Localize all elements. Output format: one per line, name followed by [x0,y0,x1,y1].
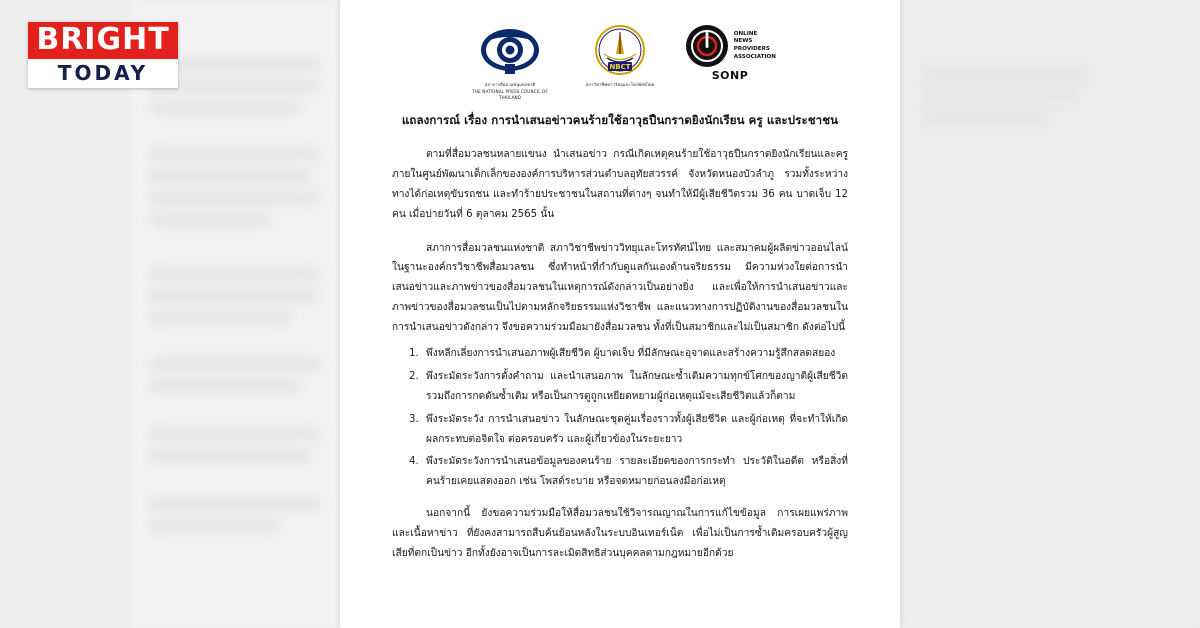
sonp-caption-en: SONP [711,69,749,82]
press-council-logo [464,24,556,100]
brand-logo-bottom: TODAY [28,59,178,88]
brand-logo [28,22,178,88]
list-item: 4. พึงระมัดระวังการนำเสนอข้อมูลของคนร้าย รายละเอียดของการกระทำ ประวัติในอดีต หรือสิ่งที่คนร้ายเคยแสดงออก เช่น โพสต์ระบาย หรือจดหมายก่อนลงมือก่อเหตุ [422,452,848,492]
sonp-emblem-icon [685,24,729,68]
brand-logo-top: BRIGHT [28,22,178,59]
nbct-caption-th: สภาวิชาชีพข่าววิทยุและโทรทัศน์ไทย [585,82,655,87]
press-council-caption-en: THE NATIONAL PRESS COUNCIL OF THAILAND [472,89,548,100]
sonp-logo [684,24,776,83]
svg-text:NBCT: NBCT [609,63,631,71]
list-item: 2. พึงระมัดระวังการตั้งคำถาม และนำเสนอภาพ ในลักษณะซ้ำเติมความทุกข์โศกของญาติผู้เสียชีวิต รวมถึงการกดดันซ้ำเติม หรือเป็นการดูถูกเหยียดหยามผู้ก่อเหตุแม้จะเสียชีวิตแล้วก็ตาม [422,367,848,407]
paragraph-2: สภาการสื่อมวลชนแห่งชาติ สภาวิชาชีพข่าววิทยุและโทรทัศน์ไทย และสมาคมผู้ผลิตข่าวออนไลน์ ในฐานะองค์กรวิชาชีพสื่อมวลชน ซึ่งทำหน้าที่กำกับดูแลกันเองด้านจริยธรรม มีความห่วงใยต่อการนำเสนอข่าวและภาพข่าวของสื่อมวลชนในเหตุการณ์ดังกล่าวเป็นอย่างยิ่ง และเพื่อให้การนำเสนอข่าวและภาพข่าวของสื่อมวลชนเป็นไปตามหลักจริยธรรมแห่งวิชาชีพ และแนวทางการปฏิบัติงานของสื่อมวลชนในการนำเสนอข่าวดังกล่าว จึงขอความร่วมมือมายังสื่อมวลชน ทั้งที่เป็นสมาชิกและไม่เป็นสมาชิก ดังต่อไปนี้ [392,242,848,334]
recommendation-list [392,344,848,492]
organization-logos [392,24,848,100]
nbct-logo [574,24,666,87]
closing-paragraph: นอกจากนี้ ยังขอความร่วมมือให้สื่อมวลชนใช้วิจารณญาณในการแก้ไขข้อมูล การเผยแพร่ภาพ และเนื้อหาข่าว ที่ยังคงสามารถสืบค้นย้อนหลังในระบบอินเทอร์เน็ต เพื่อไม่เป็นการซ้ำเติมครอบครัวผู้สูญเสียที่ตกเป็นข่าว อีกทั้งยังอาจเป็นการละเมิดสิทธิส่วนบุคคลตามกฎหมายอีกด้วย [392,508,848,560]
list-item: 3. พึงระมัดระวัง การนำเสนอข่าว ในลักษณะชุดคู่มเรื่องราวทั้งผู้เสียชีวิต และผู้ก่อเหตุ ที่จะทำให้เกิดผลกระทบต่อจิตใจ ต่อครอบครัว และผู้เกี่ยวข้องในระยะยาว [422,410,848,450]
sonp-words: ONLINE NEWS PROVIDERS ASSOCIATION [733,30,776,60]
paragraph-1: ตามที่สื่อมวลชนหลายแขนง นำเสนอข่าว กรณีเกิดเหตุคนร้ายใช้อาวุธปืนกราดยิงนักเรียนและครูภายในศูนย์พัฒนาเด็กเล็กขององค์การบริหารส่วนตำบลอุทัยสวรรค์ จังหวัดหนองบัวลำภู รวมทั้งระหว่างทางได้ก่อเหตุขับรถชน และทำร้ายประชาชนในสถานที่ต่างๆ จนทำให้มีผู้เสียชีวิตรวม 36 คน บาดเจ็บ 12 คน เมื่อบ่ายวันที่ 6 ตุลาคม 2565 นั้น [392,149,848,220]
list-item: 1. พึงหลีกเลี่ยงการนำเสนอภาพผู้เสียชีวิต ผู้บาดเจ็บ ที่มีลักษณะอุจาดและสร้างความรู้สึกสลดสยอง [422,344,848,364]
press-council-caption-th: สภาการสื่อมวลชนแห่งชาติ [484,82,536,87]
nbct-emblem-icon [589,24,651,80]
document-sheet [340,0,900,628]
document-title: แถลงการณ์ เรื่อง การนำเสนอข่าวคนร้ายใช้อาวุธปืนกราดยิงนักเรียน ครู และประชาชน [401,112,839,127]
eye-emblem-icon [479,24,541,80]
